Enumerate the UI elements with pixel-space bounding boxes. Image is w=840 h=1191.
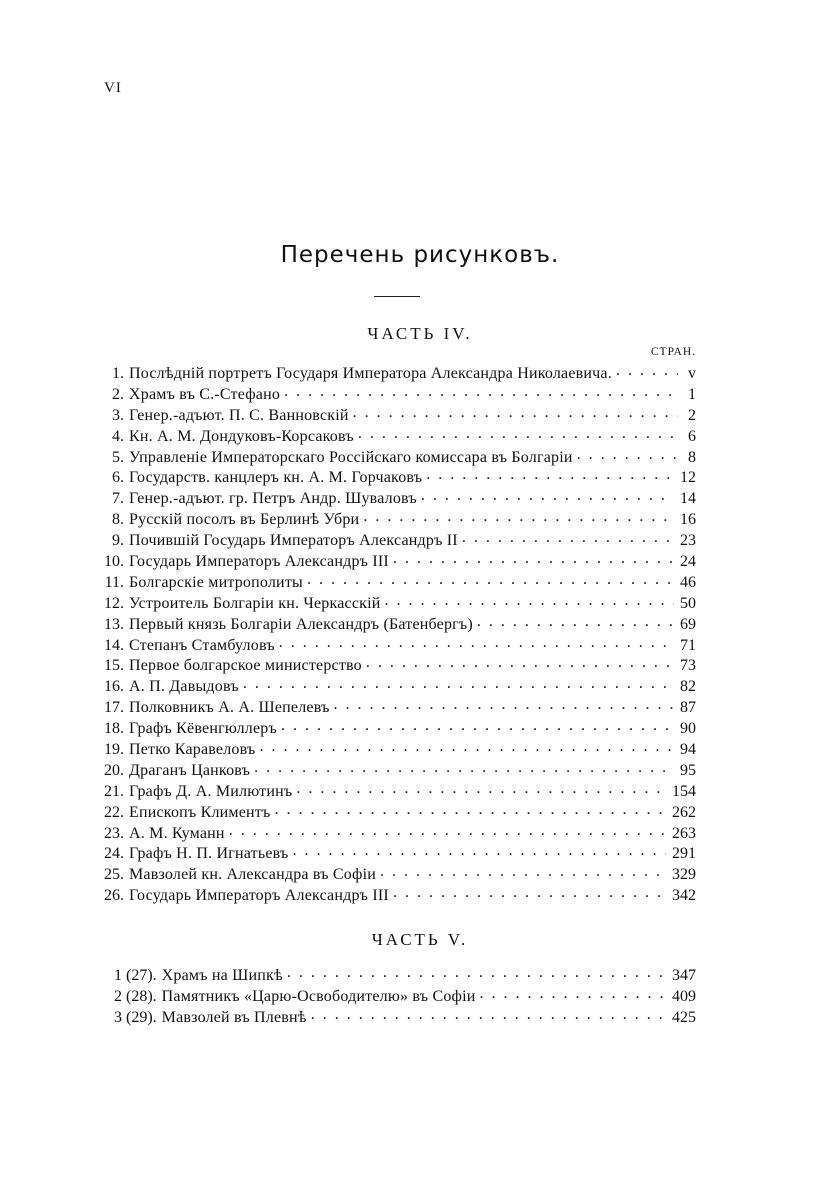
entry-title: А. М. Куманн (129, 824, 225, 842)
entry-title: Болгарскіе митрополиты (129, 573, 303, 591)
entry-page-number: 342 (672, 887, 696, 905)
entry-number: 7. (112, 490, 124, 508)
entry-title: Почившій Государь Императоръ Александръ II (129, 532, 458, 550)
dot-leader (279, 634, 674, 650)
toc-entry (100, 863, 696, 884)
dot-leader (311, 1006, 666, 1022)
entry-number: 18. (104, 720, 124, 738)
entry-title: Графъ Кёвенгюллеръ (129, 720, 277, 738)
entry-title: Первое болгарское министерство (129, 657, 362, 675)
entry-title: Храмъ на Шипкѣ (161, 967, 283, 984)
entry-number: 21. (104, 782, 124, 800)
entry-number: 2 (28). (114, 987, 157, 1005)
entry-title: Графъ Н. П. Игнатьевъ (129, 845, 289, 863)
entry-page-number: 329 (672, 866, 696, 884)
entry-page-number: 95 (680, 761, 696, 779)
entry-page-number: 263 (672, 824, 696, 842)
entry-page-number: 73 (680, 657, 696, 675)
entry-page-number: 8 (688, 448, 696, 466)
toc-entry (100, 780, 696, 801)
entry-page-number: 90 (680, 720, 696, 738)
entry-page-number: 12 (680, 469, 696, 487)
entry-page-number: 46 (680, 573, 696, 591)
entry-number: 11. (104, 573, 124, 591)
entry-page-number: 16 (680, 511, 696, 529)
dot-leader (307, 571, 674, 587)
part-4-illustration-list (100, 362, 696, 905)
toc-entry (100, 466, 696, 487)
entry-title: Графъ Д. А. Милютинъ (129, 782, 293, 800)
entry-page-number: 2 (688, 406, 696, 424)
dot-leader (363, 508, 674, 524)
entry-title: Степанъ Стамбуловъ (129, 636, 275, 654)
entry-number: 15. (104, 657, 124, 675)
entry-page-number: 82 (680, 678, 696, 696)
entry-title: А. П. Давыдовъ (129, 678, 239, 696)
dot-leader (281, 717, 674, 733)
entry-page-number: v (688, 365, 696, 382)
entry-number: 22. (104, 803, 124, 821)
entry-number: 1. (112, 365, 124, 382)
entry-number: 14. (104, 636, 124, 654)
entry-title: Государь Императоръ Александръ III (129, 887, 389, 905)
entry-page-number: 291 (672, 845, 696, 863)
toc-entry (100, 884, 696, 905)
dot-leader (284, 383, 678, 399)
toc-entry (100, 362, 696, 383)
dot-leader (287, 964, 666, 980)
dot-leader (358, 425, 678, 441)
entry-number: 8. (112, 511, 124, 529)
toc-entry (114, 964, 696, 985)
entry-number: 16. (104, 678, 124, 696)
dot-leader (393, 550, 674, 566)
entry-number: 9. (112, 532, 124, 550)
entry-page-number: 87 (680, 699, 696, 717)
title-divider (374, 296, 420, 297)
entry-page-number: 154 (672, 782, 696, 800)
dot-leader (274, 801, 666, 817)
dot-leader (385, 592, 674, 608)
entry-title: Петко Каравеловъ (129, 741, 256, 759)
entry-title: Управленіе Императорскаго Россійскаго комиссара въ Болгаріи (129, 448, 573, 466)
dot-leader (292, 842, 666, 858)
dot-leader (393, 884, 666, 900)
toc-entry (100, 759, 696, 780)
entry-number: 17. (104, 699, 124, 717)
toc-entry (114, 985, 696, 1006)
entry-number: 26. (104, 887, 124, 905)
toc-entry (100, 696, 696, 717)
dot-leader (421, 487, 674, 503)
toc-entry (100, 550, 696, 571)
dot-leader (243, 675, 674, 691)
entry-title: Первый князь Болгаріи Александръ (Батенбергъ) (129, 615, 473, 633)
dot-leader (480, 985, 667, 1001)
entry-title: Генер.-адъют. П. С. Ванновскій (129, 406, 349, 424)
entry-title: Послѣдній портретъ Государя Императора Александра Николаевича. (129, 365, 612, 382)
entry-page-number: 347 (672, 967, 696, 984)
entry-number: 13. (104, 615, 124, 633)
entry-number: 1 (27). (114, 967, 157, 984)
toc-entry (100, 717, 696, 738)
toc-entry (100, 425, 696, 446)
page-column-label: СТРАН. (650, 346, 696, 358)
entry-number: 3 (29). (114, 1008, 157, 1026)
page-folio: VI (104, 80, 122, 96)
dot-leader (259, 738, 674, 754)
part-5-illustration-list (114, 964, 696, 1027)
toc-entry (100, 613, 696, 634)
toc-entry (100, 529, 696, 550)
entry-number: 2. (112, 385, 124, 403)
toc-entry (100, 383, 696, 404)
entry-page-number: 71 (680, 636, 696, 654)
dot-leader (616, 362, 678, 378)
entry-number: 20. (104, 761, 124, 779)
entry-title: Государь Императоръ Александръ III (129, 553, 389, 571)
entry-title: Устроитель Болгаріи кн. Черкасскій (129, 594, 381, 612)
dot-leader (353, 404, 678, 420)
entry-number: 10. (104, 553, 124, 571)
entry-number: 6. (112, 469, 124, 487)
dot-leader (334, 696, 674, 712)
toc-entry (100, 487, 696, 508)
entry-page-number: 14 (680, 490, 696, 508)
entry-page-number: 24 (680, 553, 696, 571)
dot-leader (577, 446, 678, 462)
entry-page-number: 262 (672, 803, 696, 821)
toc-entry (100, 738, 696, 759)
entry-number: 12. (104, 594, 124, 612)
dot-leader (477, 613, 674, 629)
entry-title: Русскій посолъ въ Берлинѣ Убри (129, 511, 360, 529)
entry-title: Полковникъ А. А. Шепелевъ (129, 699, 330, 717)
entry-number: 4. (112, 427, 124, 445)
part-5-heading: ЧАСТЬ V. (371, 930, 469, 949)
toc-entry (100, 842, 696, 863)
entry-title: Мавзолей кн. Александра въ Софіи (129, 866, 376, 884)
entry-page-number: 409 (672, 987, 696, 1005)
entry-page-number: 50 (680, 594, 696, 612)
part-4-heading: ЧАСТЬ IV. (367, 324, 473, 343)
entry-number: 19. (104, 741, 124, 759)
toc-entry (100, 634, 696, 655)
entry-number: 24. (104, 845, 124, 863)
entry-title: Мавзолей въ Плевнѣ (161, 1008, 307, 1026)
dot-leader (462, 529, 674, 545)
entry-number: 5. (112, 448, 124, 466)
entry-title: Епископъ Климентъ (129, 803, 271, 821)
entry-title: Памятникъ «Царю-Освободителю» въ Софіи (161, 987, 476, 1005)
entry-page-number: 1 (688, 385, 696, 403)
entry-page-number: 23 (680, 532, 696, 550)
toc-entry (100, 822, 696, 843)
entry-title: Кн. А. М. Дондуковъ-Корсаковъ (129, 427, 354, 445)
entry-number: 25. (104, 866, 124, 884)
toc-entry (100, 592, 696, 613)
dot-leader (296, 780, 666, 796)
toc-entry (100, 675, 696, 696)
dot-leader (366, 654, 674, 670)
entry-page-number: 6 (688, 427, 696, 445)
entry-page-number: 69 (680, 615, 696, 633)
toc-entry (100, 801, 696, 822)
toc-entry (100, 571, 696, 592)
toc-entry (100, 446, 696, 467)
entry-title: Генер.-адъют. гр. Петръ Андр. Шуваловъ (129, 490, 417, 508)
entry-title: Государств. канцлеръ кн. А. М. Горчаковъ (129, 469, 423, 487)
dot-leader (254, 759, 674, 775)
toc-entry (100, 654, 696, 675)
toc-entry (114, 1006, 696, 1027)
dot-leader (380, 863, 666, 879)
entry-number: 23. (104, 824, 124, 842)
entry-page-number: 425 (672, 1008, 696, 1026)
dot-leader (426, 466, 674, 482)
toc-entry (100, 404, 696, 425)
entry-title: Драганъ Цанковъ (129, 761, 251, 779)
entry-number: 3. (112, 406, 124, 424)
entry-page-number: 94 (680, 741, 696, 759)
page-title: Перечень рисунковъ. (280, 242, 560, 268)
toc-entry (100, 508, 696, 529)
dot-leader (229, 822, 666, 838)
entry-title: Храмъ въ С.-Стефано (129, 385, 281, 403)
